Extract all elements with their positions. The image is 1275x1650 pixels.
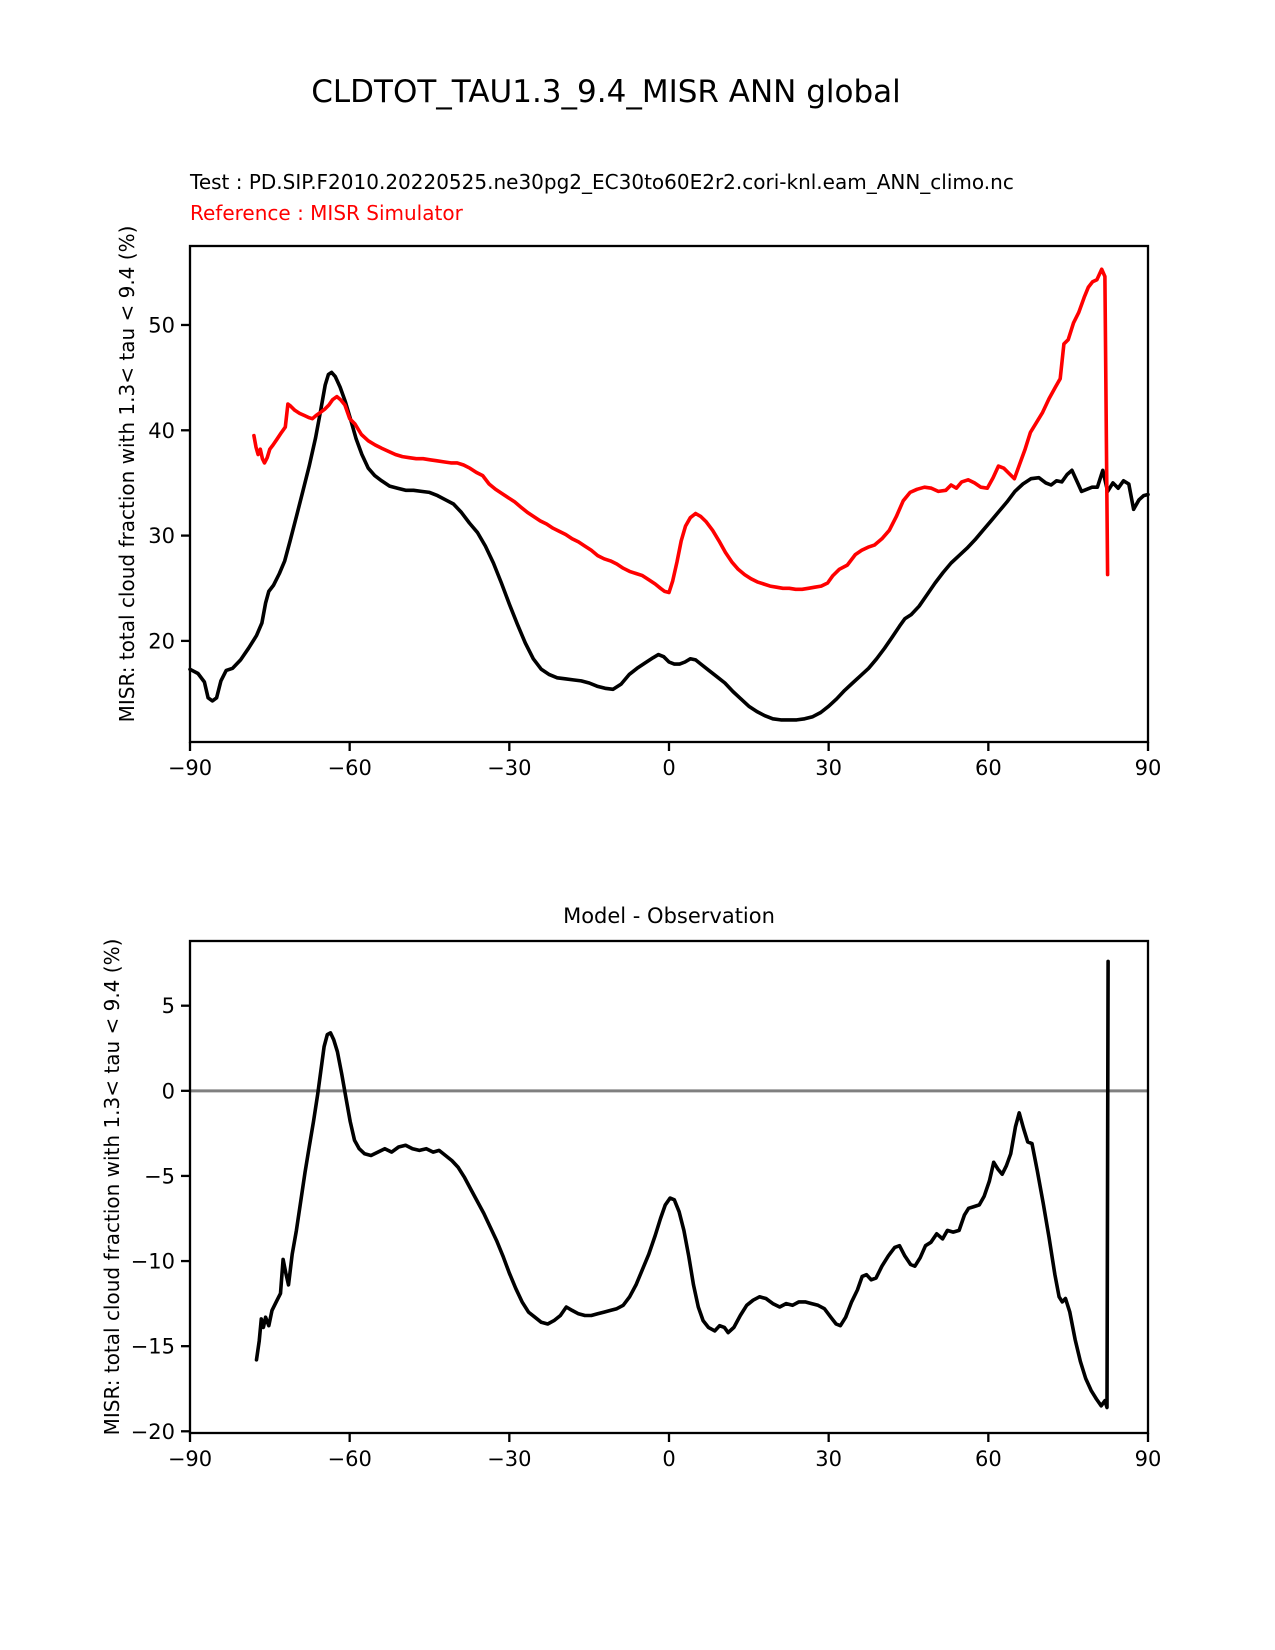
x-tick-label: −30 — [487, 1447, 532, 1471]
y-tick-label: 5 — [161, 994, 175, 1019]
y-tick-label: 40 — [148, 418, 175, 443]
figure-title: CLDTOT_TAU1.3_9.4_MISR ANN global — [311, 74, 901, 110]
y-tick-label: −10 — [130, 1249, 175, 1274]
reference-label: Reference : MISR Simulator — [190, 201, 463, 225]
y-tick-label: 0 — [161, 1079, 175, 1104]
x-tick-label: −90 — [167, 756, 213, 780]
y-tick-label: 30 — [148, 524, 175, 549]
x-tick-label: −60 — [327, 756, 372, 780]
x-tick-label: −30 — [487, 756, 532, 780]
x-tick-label: 30 — [815, 756, 843, 780]
y-tick-label: 50 — [148, 313, 175, 338]
x-tick-label: 90 — [1134, 1447, 1162, 1471]
difference-plot-title: Model - Observation — [563, 904, 775, 928]
x-tick-label: 60 — [974, 1447, 1002, 1471]
axes-frame — [190, 941, 1148, 1433]
test-curve — [190, 372, 1148, 720]
x-tick-label: 0 — [662, 756, 676, 780]
x-tick-label: −60 — [327, 1447, 372, 1471]
x-tick-label: 60 — [974, 756, 1002, 780]
test-file-label: Test : PD.SIP.F2010.20220525.ne30pg2_EC30to60E2r2.cori-knl.eam_ANN_climo.nc — [190, 170, 1014, 194]
y-tick-label: −5 — [144, 1164, 175, 1189]
y-tick-label: 20 — [148, 629, 175, 654]
x-tick-label: 0 — [662, 1447, 676, 1471]
x-tick-label: −90 — [167, 1447, 213, 1471]
top-y-axis-label: MISR: total cloud fraction with 1.3< tau < 9.4 (%) — [115, 225, 139, 723]
bottom-y-axis-label: MISR: total cloud fraction with 1.3< tau < 9.4 (%) — [100, 938, 124, 1436]
difference-curve — [257, 961, 1109, 1407]
reference-curve — [254, 269, 1108, 592]
x-tick-label: 90 — [1134, 756, 1162, 780]
y-tick-label: −15 — [130, 1334, 175, 1359]
x-tick-label: 30 — [815, 1447, 843, 1471]
y-tick-label: −20 — [130, 1419, 175, 1444]
axes-frame — [190, 246, 1148, 742]
